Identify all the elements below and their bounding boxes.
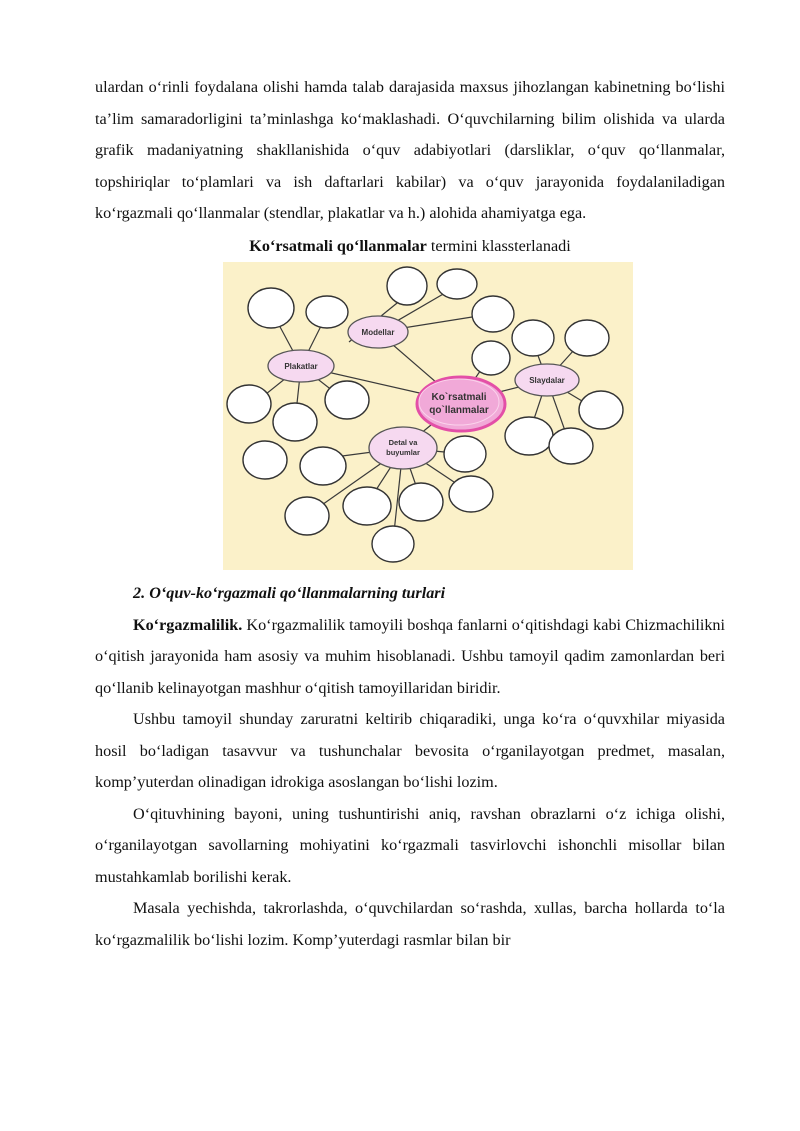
cluster-diagram [95, 262, 725, 570]
paragraph-4: Masala yechishda, takrorlashda, o‘quvchilardan so‘rashda, xullas, barcha hollarda to‘la ko‘rgazmalilik bo‘lishi lozim. Komp’yuterdagi rasmlar bilan bir [95, 899, 725, 949]
node-detal-label-2: buyumlar [386, 447, 420, 457]
empty-node [472, 296, 514, 332]
center-label-1: Ko`rsatmali [431, 391, 487, 403]
empty-node [399, 483, 443, 521]
empty-node [273, 403, 317, 441]
node-modellar [348, 316, 408, 348]
empty-node [565, 320, 609, 356]
empty-node [512, 320, 554, 356]
caption-bold: Ko‘rsatmali qo‘llanmalar [249, 236, 427, 255]
node-detal-buyumlar [369, 427, 437, 469]
paragraph-2: Ushbu tamoyil shunday zaruratni keltirib chiqaradiki, unga ko‘ra o‘quvxhilar miyasida hosil bo‘ladigan tasavvur va tushunchalar bevosita o‘rganilayotgan predmet, masalan, komp’yuterdan olinadigan idrokiga asoslangan bo‘lishi lozim. [95, 710, 725, 791]
empty-node [372, 526, 414, 562]
empty-node [243, 441, 287, 479]
node-slaydalar [515, 364, 579, 396]
node-detal-label-1: Detal va [388, 437, 418, 447]
empty-node [285, 497, 329, 535]
cluster-svg [223, 262, 633, 570]
node-slaydalar-label: Slaydalar [529, 375, 565, 385]
paragraph-korgazmalilik-text: Ko‘rgazmalilik tamoyili boshqa fanlarni o‘qitishdagi kabi Chizmachilikni o‘qitish jarayonida ham asosiy va muhim hisoblanadi. Ushbu tamoyil qadim zamonlardan beri qo‘llanib kelinayotgan mashhur o‘qitish tamoyillaridan biridir. [95, 615, 725, 697]
section-title: 2. O‘quv-ko‘rgazmali qo‘llanmalarning turlari [133, 583, 446, 602]
empty-node [306, 296, 348, 328]
intro-paragraph: ulardan o‘rinli foydalana olishi hamda talab darajasida maxsus jihozlangan kabinetning bo‘lishi ta’lim samaradorligini ta’minlashga ko‘maklashadi. O‘quvchilarning bilim olishida va ularda grafik madaniyatning shakllanishida o‘quv adabiyotlari (darsliklar, o‘quv qo‘llanmalar, topshiriqlar to‘plamlari va ish daftarlari kabilar) va o‘quv jarayonida foydalaniladigan ko‘rgazmali qo‘llanmalar (stendlar, plakatlar va h.) alohida ahamiyatga ega. [95, 78, 725, 222]
empty-node [449, 476, 493, 512]
paragraph-lead: Ko‘rgazmalilik. [133, 615, 243, 634]
paragraph-3: O‘qituvhining bayoni, uning tushuntirishi aniq, ravshan obrazlarni o‘z ichiga olishi, o‘rganilayotgan savollarning mohiyatini ko‘rgazmali tasvirlovchi ishonchli misollar bilan mustahkamlab borilishi kerak. [95, 804, 725, 886]
node-center [417, 377, 505, 431]
empty-node [227, 385, 271, 423]
empty-node [343, 487, 391, 525]
empty-node [579, 391, 623, 429]
empty-node [505, 417, 553, 455]
figure-caption [95, 232, 725, 260]
empty-node [549, 428, 593, 464]
node-plakatlar [268, 350, 334, 382]
paragraph-korgazmalilik [95, 610, 725, 705]
caption-rest: termini klassterlanadi [426, 236, 571, 255]
center-label-2: qo`llanmalar [429, 404, 489, 416]
empty-node [437, 269, 477, 299]
empty-node [248, 288, 294, 328]
empty-node [325, 381, 369, 419]
empty-node [387, 267, 427, 305]
node-plakatlar-label: Plakatlar [284, 361, 318, 371]
empty-node [472, 341, 510, 375]
node-modellar-label: Modellar [361, 327, 395, 337]
empty-node [444, 436, 486, 472]
empty-node [300, 447, 346, 485]
document-page [95, 72, 725, 956]
